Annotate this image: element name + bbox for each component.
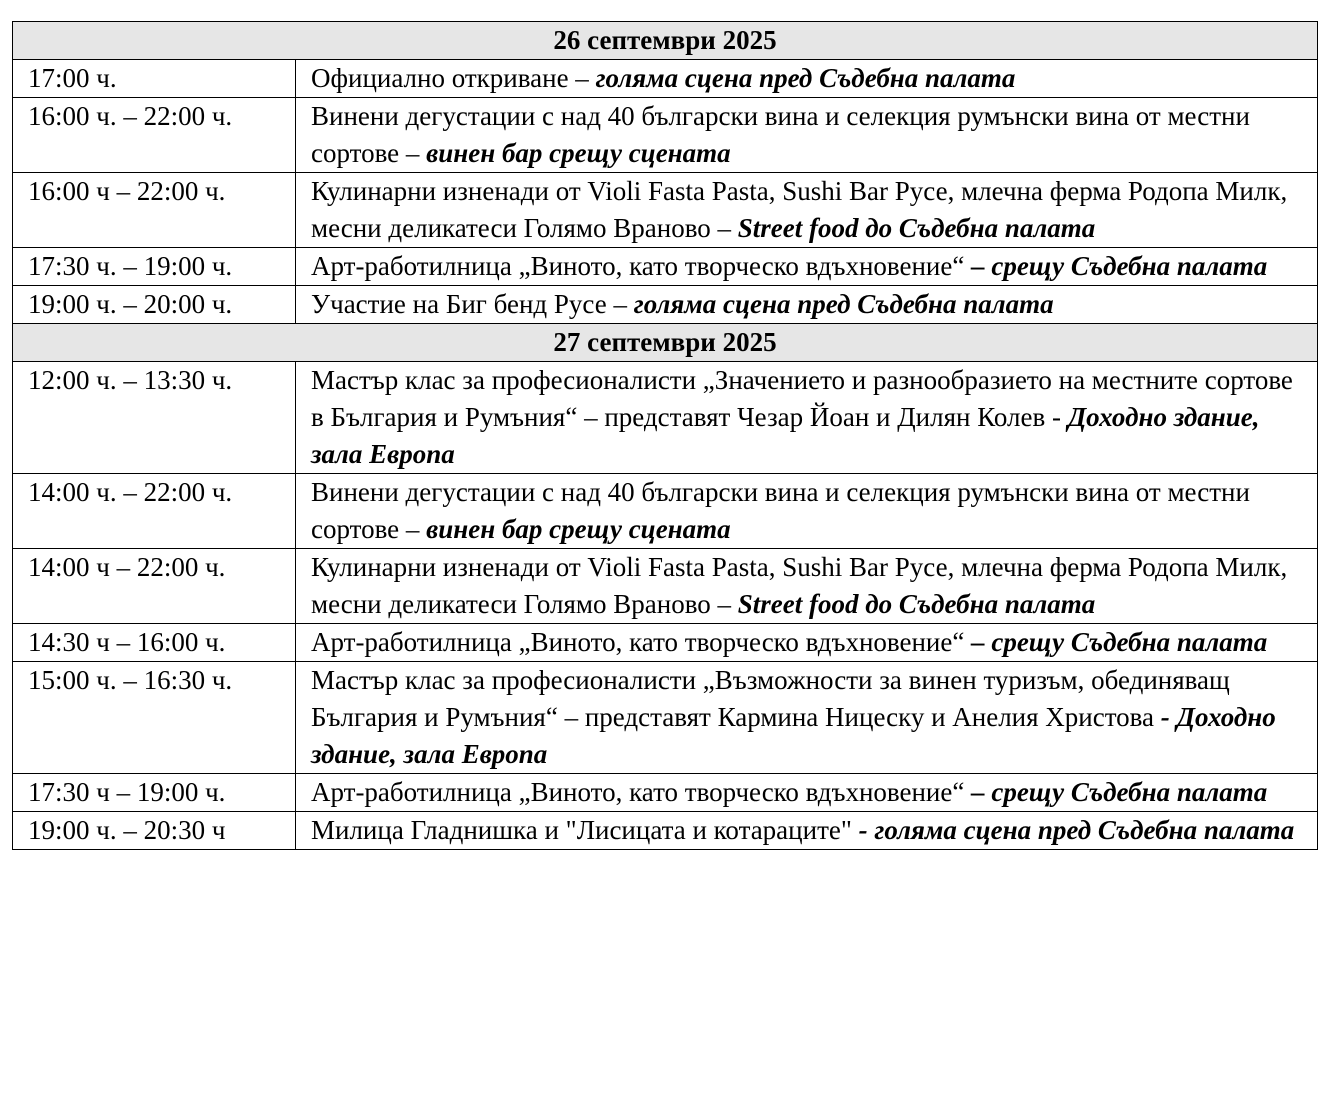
event-row	[13, 60, 1318, 98]
event-description	[296, 286, 1318, 324]
event-location: Доходно здание, зала Европа	[311, 402, 1260, 469]
event-row	[13, 362, 1318, 474]
event-text: Арт-работилница „Виното, като творческо вдъхновение“	[311, 777, 972, 807]
event-text: Мастър клас за професионалисти „Възможности за винен туризъм, обединяващ България и Румъния“ – представят Кармина Ницеску и Анелия Христова	[311, 665, 1230, 732]
event-row	[13, 774, 1318, 812]
event-time: 17:30 ч. – 19:00 ч.	[13, 248, 296, 286]
event-location: Street food до Съдебна палата	[737, 213, 1096, 243]
event-location: – срещу Съдебна палата	[971, 777, 1268, 807]
event-location: винен бар срещу сцената	[426, 138, 731, 168]
event-row	[13, 98, 1318, 173]
day-date: 27 септември 2025	[13, 324, 1318, 362]
event-row	[13, 173, 1318, 248]
event-description	[296, 812, 1318, 850]
event-description	[296, 774, 1318, 812]
event-row	[13, 812, 1318, 850]
event-time: 12:00 ч. – 13:30 ч.	[13, 362, 296, 474]
event-description	[296, 362, 1318, 474]
event-time: 14:00 ч – 22:00 ч.	[13, 549, 296, 624]
event-location: голяма сцена пред Съдебна палата	[633, 289, 1054, 319]
event-location: - Доходно здание, зала Европа	[311, 702, 1276, 769]
event-description	[296, 173, 1318, 248]
event-time: 17:30 ч – 19:00 ч.	[13, 774, 296, 812]
event-description	[296, 248, 1318, 286]
event-location: Street food до Съдебна палата	[737, 589, 1096, 619]
event-location: – срещу Съдебна палата	[971, 627, 1268, 657]
event-row	[13, 662, 1318, 774]
schedule-table	[12, 21, 1318, 850]
event-time: 14:30 ч – 16:00 ч.	[13, 624, 296, 662]
day-header-row	[13, 324, 1318, 362]
event-location: голяма сцена пред Съдебна палата	[595, 63, 1016, 93]
event-description	[296, 662, 1318, 774]
day-header-row	[13, 22, 1318, 60]
day-date: 26 септември 2025	[13, 22, 1318, 60]
event-row	[13, 248, 1318, 286]
event-row	[13, 549, 1318, 624]
event-text: Винени дегустации с над 40 български вина и селекция румънски вина от местни сортове –	[311, 101, 1250, 168]
event-location: винен бар срещу сцената	[426, 514, 731, 544]
event-time: 16:00 ч. – 22:00 ч.	[13, 98, 296, 173]
event-description	[296, 98, 1318, 173]
event-location: - голяма сцена пред Съдебна палата	[858, 815, 1295, 845]
event-time: 19:00 ч. – 20:00 ч.	[13, 286, 296, 324]
event-description	[296, 60, 1318, 98]
event-text: Мастър клас за професионалисти „Значението и разнообразието на местните сортове в България и Румъния“ – представят Чезар Йоан и Дилян Колев -	[311, 365, 1293, 432]
event-location: – срещу Съдебна палата	[971, 251, 1268, 281]
event-time: 15:00 ч. – 16:30 ч.	[13, 662, 296, 774]
event-time: 17:00 ч.	[13, 60, 296, 98]
event-text: Арт-работилница „Виното, като творческо вдъхновение“	[311, 627, 972, 657]
event-row	[13, 286, 1318, 324]
event-time: 16:00 ч – 22:00 ч.	[13, 173, 296, 248]
event-description	[296, 474, 1318, 549]
event-time: 19:00 ч. – 20:30 ч	[13, 812, 296, 850]
event-description	[296, 549, 1318, 624]
event-text: Кулинарни изненади от Violi Fasta Pasta, Sushi Bar Русе, млечна ферма Родопа Милк, месни деликатеси Голямо Враново –	[311, 552, 1288, 619]
event-text: Кулинарни изненади от Violi Fasta Pasta, Sushi Bar Русе, млечна ферма Родопа Милк, месни деликатеси Голямо Враново –	[311, 176, 1288, 243]
event-text: Официално откриване –	[311, 63, 596, 93]
event-text: Арт-работилница „Виното, като творческо вдъхновение“	[311, 251, 972, 281]
event-description	[296, 624, 1318, 662]
event-time: 14:00 ч. – 22:00 ч.	[13, 474, 296, 549]
event-text: Участие на Биг бенд Русе –	[311, 289, 634, 319]
event-text: Винени дегустации с над 40 български вина и селекция румънски вина от местни сортове –	[311, 477, 1250, 544]
event-row	[13, 624, 1318, 662]
event-row	[13, 474, 1318, 549]
event-text: Милица Гладнишка и "Лисицата и котараците"	[311, 815, 859, 845]
